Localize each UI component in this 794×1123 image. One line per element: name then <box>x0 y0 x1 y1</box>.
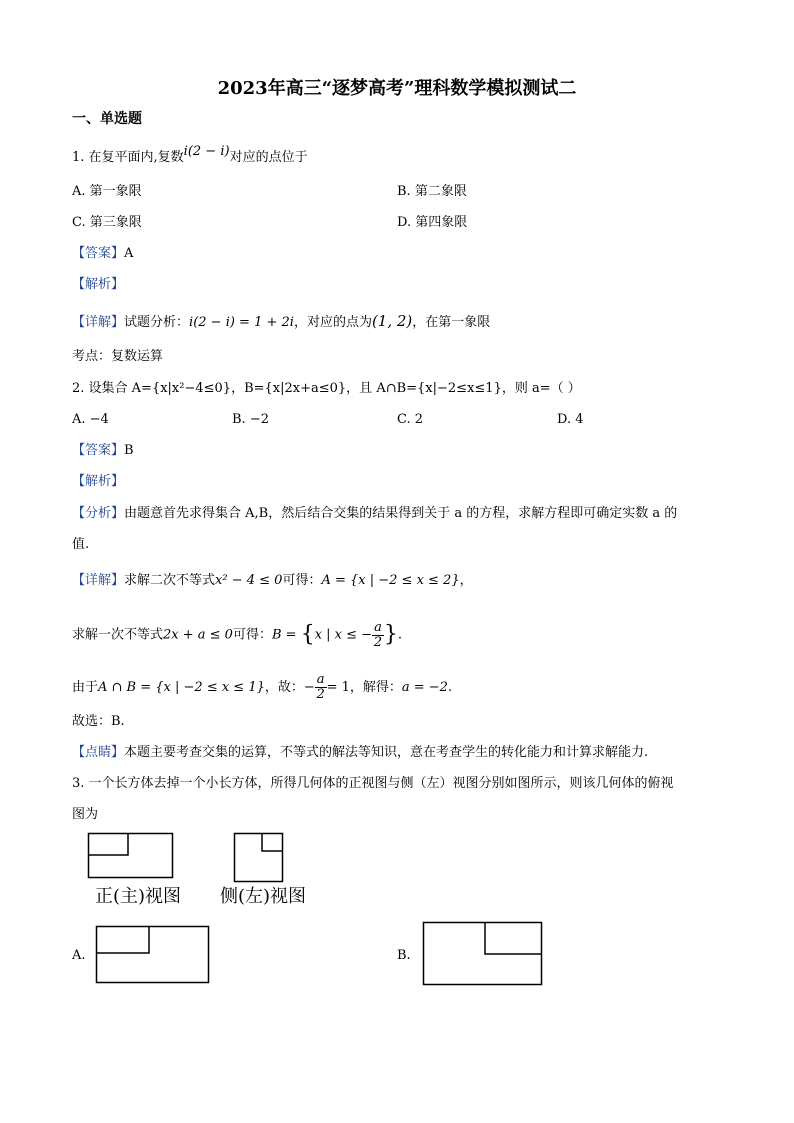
q2-option-d: D. 4 <box>557 412 584 427</box>
q2-option-b: B. −2 <box>232 412 269 427</box>
q1-stem: 1. 在复平面内,复数i(2 − i)对应的点位于 <box>72 144 308 165</box>
q2-choice: 故选：B. <box>72 714 125 729</box>
q3-stem: 3. 一个长方体去掉一个小长方体，所得几何体的正视图与侧（左）视图分别如图所示，则该几何体的俯视 <box>72 776 674 791</box>
q1-option-c: C. 第三象限 <box>72 215 142 230</box>
q2-dianjing: 【点睛】本题主要考查交集的运算，不等式的解法等知识，意在考查学生的转化能力和计算求解能力. <box>72 745 649 760</box>
q2-option-c: C. 2 <box>397 412 424 427</box>
q1-option-a: A. 第一象限 <box>72 184 142 199</box>
front-view-figure <box>88 833 174 879</box>
q1-detail: 【详解】试题分析：i(2 − i) = 1 + 2i，对应的点为(1, 2)，在第一象限 <box>72 312 491 330</box>
q3-option-a-figure <box>96 926 210 984</box>
q2-fenxi-cont: 值. <box>72 537 90 552</box>
q2-option-a: A. −4 <box>72 412 109 427</box>
q2-stem: 2. 设集合 A={x|x²−4≤0}，B={x|2x+a≤0}，且 A∩B={x|−2≤x≤1}，则 a=（ ） <box>72 381 581 396</box>
q1-option-b: B. 第二象限 <box>397 184 467 199</box>
q2-fenxi: 【分析】由题意首先求得集合 A,B，然后结合交集的结果得到关于 a 的方程，求解方程即可确定实数 a 的 <box>72 506 678 521</box>
q1-answer: 【答案】A <box>72 246 134 261</box>
q2-detail-1: 【详解】求解二次不等式x² − 4 ≤ 0可得：A = {x | −2 ≤ x ≤ 2}， <box>72 573 473 588</box>
side-view-figure <box>234 833 284 883</box>
q2-analysis-tag: 【解析】 <box>72 474 125 489</box>
section-heading: 一、单选题 <box>72 111 142 127</box>
page-title: 2023年高三“逐梦高考”理科数学模拟测试二 <box>217 78 577 99</box>
q2-detail-3: 由于A ∩ B = {x | −2 ≤ x ≤ 1}，故：− $\frac{a}{2}$ = 1，解得：a = −2. <box>72 672 453 702</box>
q3-option-a-label: A. <box>72 948 86 963</box>
q1-analysis-tag: 【解析】 <box>72 277 125 292</box>
side-view-label: 侧(左)视图 <box>220 886 307 907</box>
q2-detail-2: 求解一次不等式2x + a ≤ 0可得：B = {x | x ≤ − $\frac{a}{2}$ }. <box>72 619 402 650</box>
q3-option-b-figure <box>423 922 543 986</box>
q3-option-b-label: B. <box>397 948 411 963</box>
q1-option-d: D. 第四象限 <box>397 215 468 230</box>
q3-stem-cont: 图为 <box>72 807 99 822</box>
front-view-label: 正(主)视图 <box>95 886 182 907</box>
q2-answer: 【答案】B <box>72 443 134 458</box>
q1-kaodian: 考点：复数运算 <box>72 349 164 364</box>
